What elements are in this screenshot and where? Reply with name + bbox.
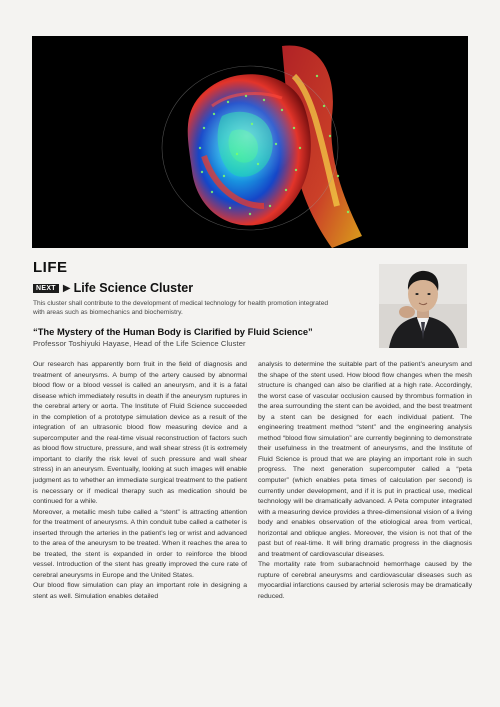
paragraph: Our blood flow simulation can play an important role in designing a stent as well. Simulation enables detailed [33,582,247,601]
cluster-heading [33,281,193,295]
professor-portrait [379,264,467,348]
aneurysm-simulation-image [32,36,468,248]
article-column-right [258,360,472,603]
article-byline: Professor Toshiyuki Hayase, Head of the Life Science Cluster [33,339,246,348]
paragraph: The mortality rate from subarachnoid hemorrhage caused by the rupture of cerebral aneurysms and cardiovascular diseases such as myocardial infarctions caused by arterial sclerosis may be dramatically reduced. [258,561,472,601]
cluster-intro: This cluster shall contribute to the development of medical technology for health promotion integrated with areas such as biomechanics and biochemistry. [33,300,329,316]
article-headline: “The Mystery of the Human Body is Clarified by Fluid Science” [33,326,313,337]
section-label: LIFE [33,259,68,276]
triangle-right-icon: ▶ [62,282,71,294]
portrait-graphic [379,264,467,348]
article-column-left [33,360,247,603]
aneurysm-simulation-graphic [32,36,468,248]
paragraph: analysis to determine the suitable part of the patient’s aneurysm and the shape of the stent used. How blood flow changes when the mesh structure is changed can also be clarified at a high rate. Accordingly, the worst case of vascular occlusion caused by thrombus formation in the area surrounding the stent can be avoided, and the best treatment by a stent can be designed for each individual patient. The engineering treatment method “stent” and the engineering analysis method “blood flow simulation” are currently beginning to demonstrate their usefulness in the treatment of aneurysms, and the Institute of Fluid Science is proud that we are playing an important role in such progress. The next generation supercomputer called a “peta computer” (which enables peta times of calculation per second) is currently under development, and if it is put in practical use, medical technology will be dramatically advanced. A Peta computer integrated with a measuring device provides a three-dimensional vision of a living body and enables observation of the etiological area from vertical, horizontal and oblique angles. Moreover, the vision is not that of the past but of real-time. It will bring dramatic progress in the diagnosis and treatment of cardiovascular diseases. [258,361,472,558]
next-badge: NEXT [33,284,59,293]
paragraph: Our research has apparently born fruit in the field of diagnosis and treatment of aneurysms. A bump of the artery caused by abnormal blood flow or a blood vessel is called an aneurysm, and it is a fatal disease which immediately results in death if the aneurysm ruptures in the cerebral artery or aorta. The Institute of Fluid Science succeeded in the completion of a prototype simulation device as a result of the integration of an ultrasonic blood flow measuring device and a supercomputer and the real-time visual reconstruction of factors such as blood flow structure, pressure, and wall shear stress (it is extremely important to clarify the risk level of such pressure and wall shear stress) in an aneurysm. Eventually, looking at such images will enable judgment as to whether an immediate surgical treatment to the patient is necessary or if medical therapy such as medication should be continued for a while. [33,361,247,506]
paragraph: Moreover, a metallic mesh tube called a “stent” is attracting attention for the treatment of aneurysms. A thin conduit tube called a catheter is inserted through the arteries in the patient’s leg or wrist and advanced to the area of the aneurysm to be treated. When it reaches the area to be treated, the stent is expanded in order to reinforce the blood vessel. Introduction of the stent has greatly improved the cure rate of cerebral aneurysms in Europe and the United States. [33,508,247,579]
cluster-title: Life Science Cluster [73,281,194,295]
